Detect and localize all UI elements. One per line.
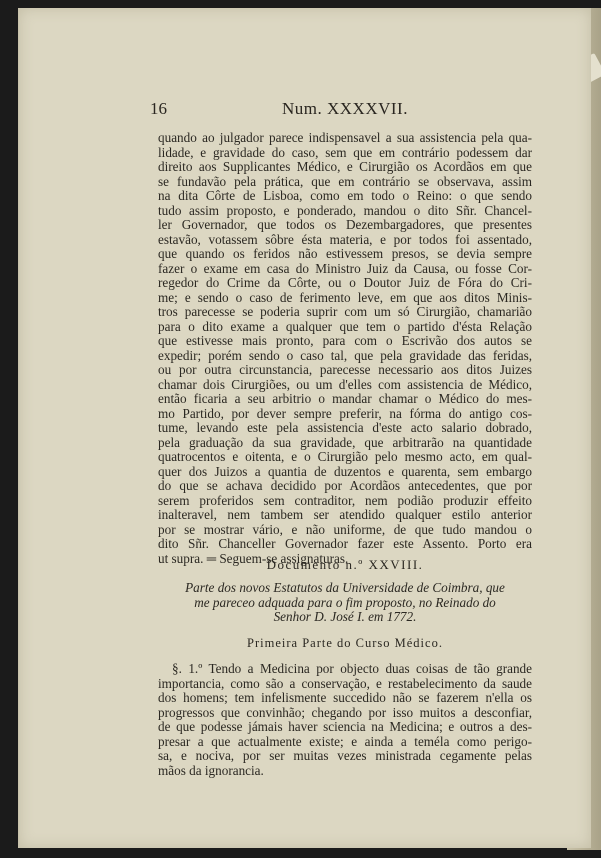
text-line: lidade, e gravidade do caso, sem que em contrário podessem dar <box>158 144 532 160</box>
text-line: tros parecesse se poderia suprir com um só Cirurgião, chamarião <box>158 304 532 319</box>
text-line: ut supra. ═ Seguem-se assignaturas. <box>158 550 349 566</box>
paragraph-line: importancia, como são a conservação, e restabelecimento da saude <box>158 675 532 691</box>
intro-line: me pareceo adquada para o fim proposto, no Reinado do <box>194 594 496 610</box>
text-line: fazer o exame em casa do Ministro Juiz da Causa, ou fosse Cor- <box>158 260 532 276</box>
text-line: que quando os feridos não estivessem presos, se devia sempre <box>158 246 532 261</box>
page-number: 16 <box>150 99 167 118</box>
document-heading: Documento n.º XXVIII. <box>266 557 424 572</box>
text-line: chamar dois Cirurgiões, ou um d'elles com assistencia de Médico, <box>158 376 532 392</box>
text-line: do que se achava decidido por Acordãos antecedentes, que por <box>158 478 532 493</box>
text-line: que estivesse mais pronto, para com o Escrivão dos autos se <box>158 333 532 348</box>
paragraph-line: sa, e nociva, por ser muitas vezes ministrada cegamente pelas <box>158 748 532 763</box>
paragraph-line: dos homens; tem infelismente succedido não se fazerem n'ella os <box>158 690 532 705</box>
text-line: por se mostrar vário, e não uniforme, de que tudo mandou o <box>158 521 532 537</box>
text-line: mo Partido, por dever sempre preferir, na fórma do antigo cos- <box>158 405 532 421</box>
running-head: Num. XXXXVII. <box>282 99 408 118</box>
text-line: se fundavão pela prática, que em contrário se observava, assim <box>158 173 532 189</box>
intro-line: Senhor D. José I. em 1772. <box>273 609 417 624</box>
text-line: estavão, votassem sôbre ésta materia, e por todos foi assentado, <box>158 231 532 247</box>
text-line: pela graduação da sua gravidade, que arbitrarão na quantidade <box>158 434 532 450</box>
text-line: para o dito exame a qualquer que tem o partido d'ésta Relação <box>158 318 532 334</box>
text-line: tudo assim proposto, e ponderado, mandou o dito Sñr. Chancel- <box>158 202 532 218</box>
paragraph-line: progressos que convinhão; chegando por isso muitos a desconfiar, <box>158 704 532 720</box>
text-line: regedor do Crime da Côrte, ou o Doutor Juiz de Fóra do Cri- <box>158 275 532 290</box>
text-line: dito Sñr. Chanceller Governador fazer este Assento. Porto era <box>158 536 532 551</box>
paragraph-line: de que podesse jámais haver sciencia na Medicina; e outros a des- <box>158 719 532 734</box>
text-line: ler Governador, que todos os Dezembargadores, que presentes <box>158 217 532 232</box>
paragraph-line: presar a que actualmente existe; e ainda a teméla como perigo- <box>158 733 532 749</box>
text-line: serem proferidos sem contraditor, nem podião produzir effeito <box>158 492 532 508</box>
text-line: quando ao julgador parece indispensavel a sua assistencia pela qua- <box>158 130 532 145</box>
paragraph-line: §. 1.º Tendo a Medicina por objecto duas coisas de tão grande <box>172 661 532 676</box>
text-line: quatrocentos e oitenta, e o Cirurgião pelo mesmo acto, em qual- <box>158 449 532 464</box>
text-line: inalteravel, nem tambem ser atendido qualquer estilo anterior <box>158 507 532 522</box>
text-line: tume, levando este pela assistencia d'este acto salario dobrado, <box>158 420 532 435</box>
text-line: direito aos Supplicantes Médico, e Cirurgião os Acordãos em que <box>158 159 532 174</box>
text-line: então ficaria a seu arbitrio o mandar chamar o Médico do mes- <box>158 391 532 406</box>
intro-line: Parte dos novos Estatutos da Universidade de Coimbra, que <box>185 580 505 595</box>
text-line: me; e sendo o caso de ferimento leve, em que aos ditos Minis- <box>158 289 532 305</box>
text-line: quer dos Juizos a quantia de duzentos e quarenta, sem embargo <box>158 463 532 479</box>
paragraph-line: mãos da ignorancia. <box>158 762 264 778</box>
text-line: ou por outra circunstancia, parecesse necessario aos ditos Juizes <box>158 362 532 377</box>
text-line: expedir; porém sendo o caso tal, que pela gravidade das feridas, <box>158 347 532 363</box>
section-heading: Primeira Parte do Curso Médico. <box>247 636 443 650</box>
text-line: na dita Côrte de Lisboa, como em todo o Reino: o que sendo <box>158 188 532 203</box>
page-header <box>150 99 570 123</box>
